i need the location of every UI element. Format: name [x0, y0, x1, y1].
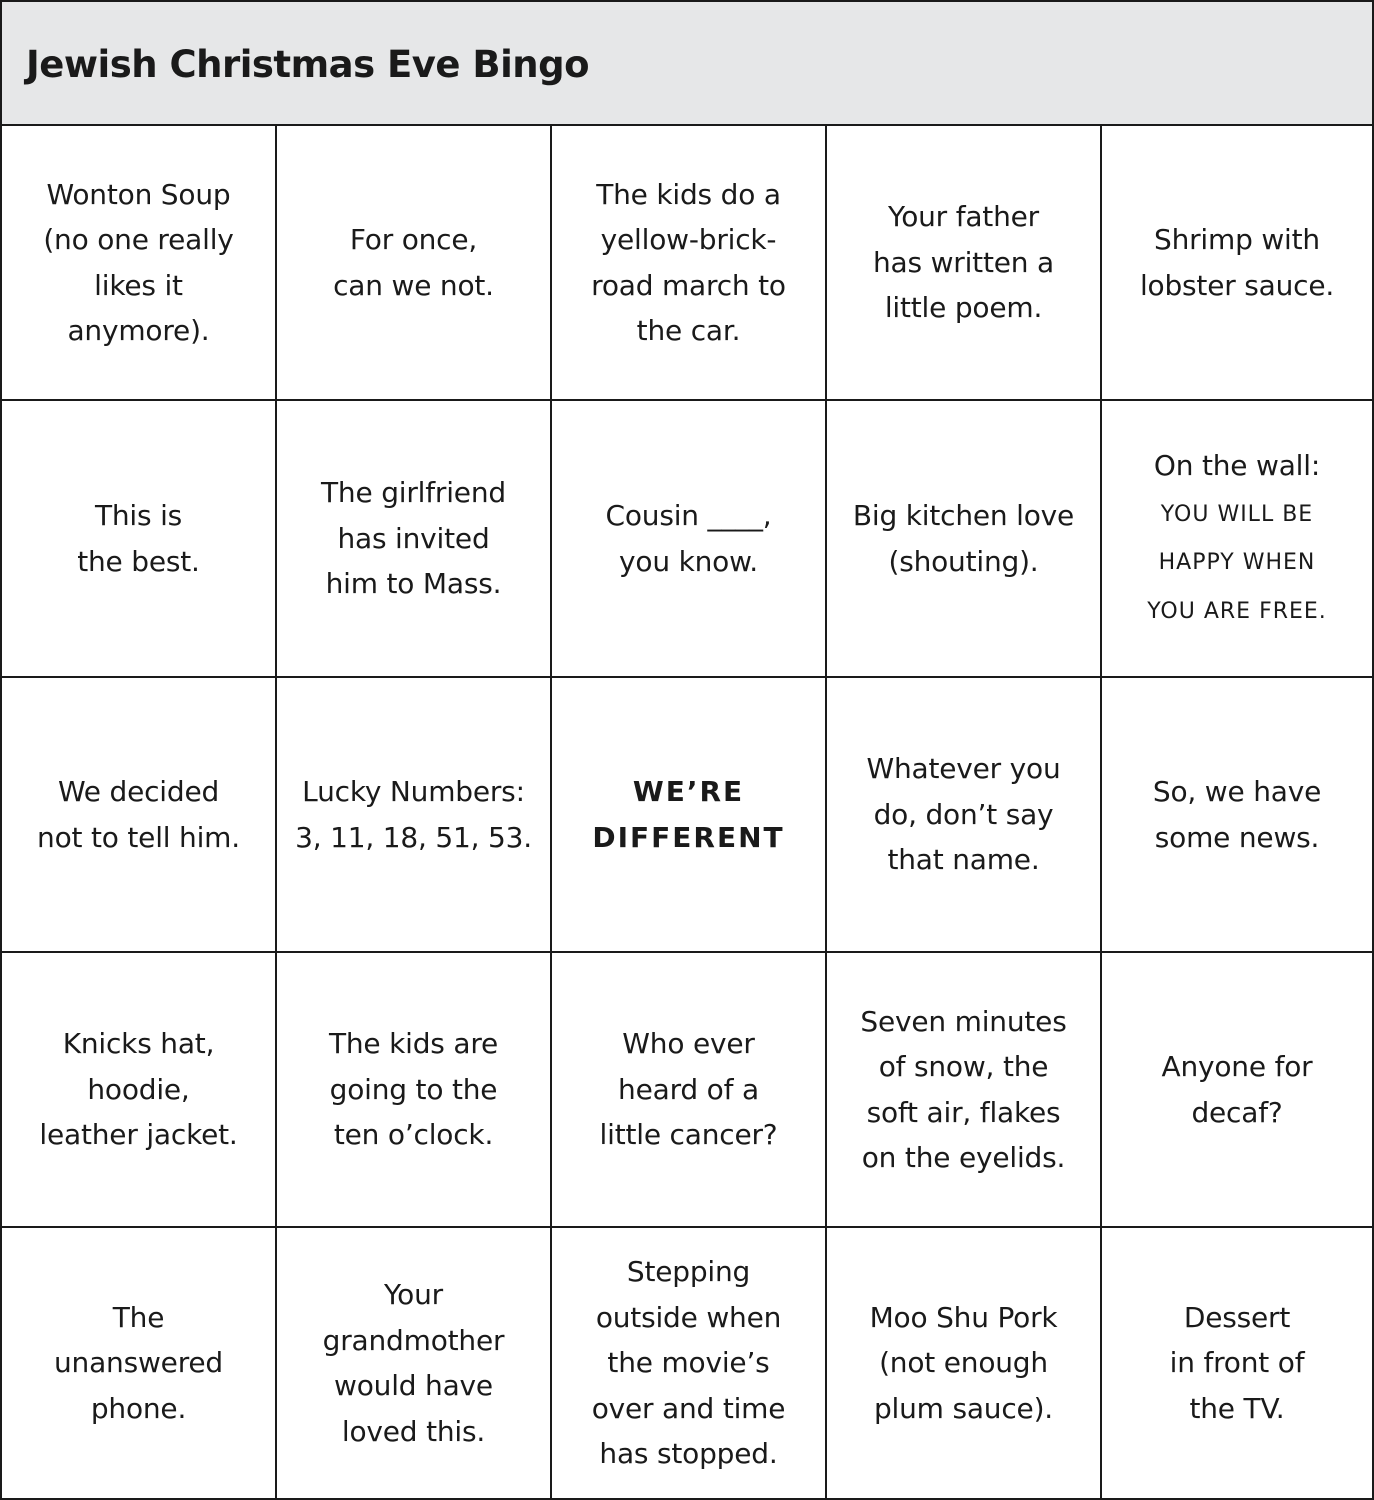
free-square-text: WE’RE DIFFERENT [592, 775, 785, 854]
square-text: The kids do a yellow-brick- road march to the car. [591, 177, 786, 347]
square-text: Anyone for decaf? [1161, 1050, 1313, 1129]
bingo-square-r5c1 [2, 1228, 277, 1498]
square-text: Knicks hat, hoodie, leather jacket. [39, 1027, 238, 1152]
square-text: Dessert in front of the TV. [1169, 1300, 1305, 1425]
square-text: Shrimp with lobster sauce. [1139, 223, 1335, 302]
bingo-square-r2c4 [827, 401, 1102, 678]
bingo-square-r5c2 [277, 1228, 552, 1498]
bingo-square-r2c5 [1102, 401, 1372, 678]
bingo-square-r3c1 [2, 678, 277, 953]
bingo-square-r4c2 [277, 953, 552, 1228]
square-text: Big kitchen love (shouting). [852, 499, 1075, 578]
bingo-square-r1c4 [827, 126, 1102, 401]
square-text: We decided not to tell him. [37, 775, 240, 854]
square-text: For once, can we not. [333, 223, 494, 302]
bingo-square-r5c4 [827, 1228, 1102, 1498]
bingo-square-r4c3 [552, 953, 827, 1228]
square-text: Seven minutes of snow, the soft air, flakes on the eyelids. [860, 1004, 1067, 1174]
bingo-square-r2c2 [277, 401, 552, 678]
card-title: Jewish Christmas Eve Bingo [26, 43, 590, 86]
bingo-free-square [552, 678, 827, 953]
square-text: Whatever you do, don’t say that name. [866, 752, 1061, 877]
square-text: Stepping outside when the movie’s over and time has stopped. [591, 1255, 786, 1471]
square-text: Who ever heard of a little cancer? [599, 1027, 778, 1152]
square-text: Your grandmother would have loved this. [322, 1278, 505, 1448]
square-text: Moo Shu Pork (not enough plum sauce). [869, 1300, 1058, 1425]
square-text: Cousin ____, you know. [605, 499, 772, 578]
square-text: Your father has written a little poem. [873, 200, 1054, 325]
wall-sign-line: YOU ARE FREE. [1147, 598, 1327, 624]
bingo-square-r1c2 [277, 126, 552, 401]
square-text: On the wall: YOU WILL BE HAPPY WHEN YOU ARE FREE. [1147, 449, 1327, 624]
square-text: The kids are going to the ten o’clock. [328, 1027, 499, 1152]
bingo-square-r5c3 [552, 1228, 827, 1498]
bingo-square-r3c5 [1102, 678, 1372, 953]
bingo-square-r1c3 [552, 126, 827, 401]
bingo-square-r1c1 [2, 126, 277, 401]
square-text: The unanswered phone. [53, 1300, 223, 1425]
bingo-square-r3c4 [827, 678, 1102, 953]
card-header [2, 2, 1372, 126]
bingo-square-r4c5 [1102, 953, 1372, 1228]
square-text: So, we have some news. [1152, 775, 1322, 854]
wall-sign-line: HAPPY WHEN [1158, 550, 1316, 575]
square-text: The girlfriend has invited him to Mass. [321, 476, 506, 601]
wall-sign-line: YOU WILL BE [1160, 501, 1314, 527]
square-text: This is the best. [77, 499, 200, 578]
bingo-square-r2c1 [2, 401, 277, 678]
bingo-square-r1c5 [1102, 126, 1372, 401]
bingo-square-r4c1 [2, 953, 277, 1228]
bingo-grid [2, 126, 1372, 1498]
square-text: Wonton Soup (no one really likes it anymore). [43, 177, 234, 347]
bingo-square-r4c4 [827, 953, 1102, 1228]
bingo-square-r3c2 [277, 678, 552, 953]
bingo-square-r5c5 [1102, 1228, 1372, 1498]
square-text: Lucky Numbers: 3, 11, 18, 51, 53. [295, 775, 532, 854]
bingo-square-r2c3 [552, 401, 827, 678]
